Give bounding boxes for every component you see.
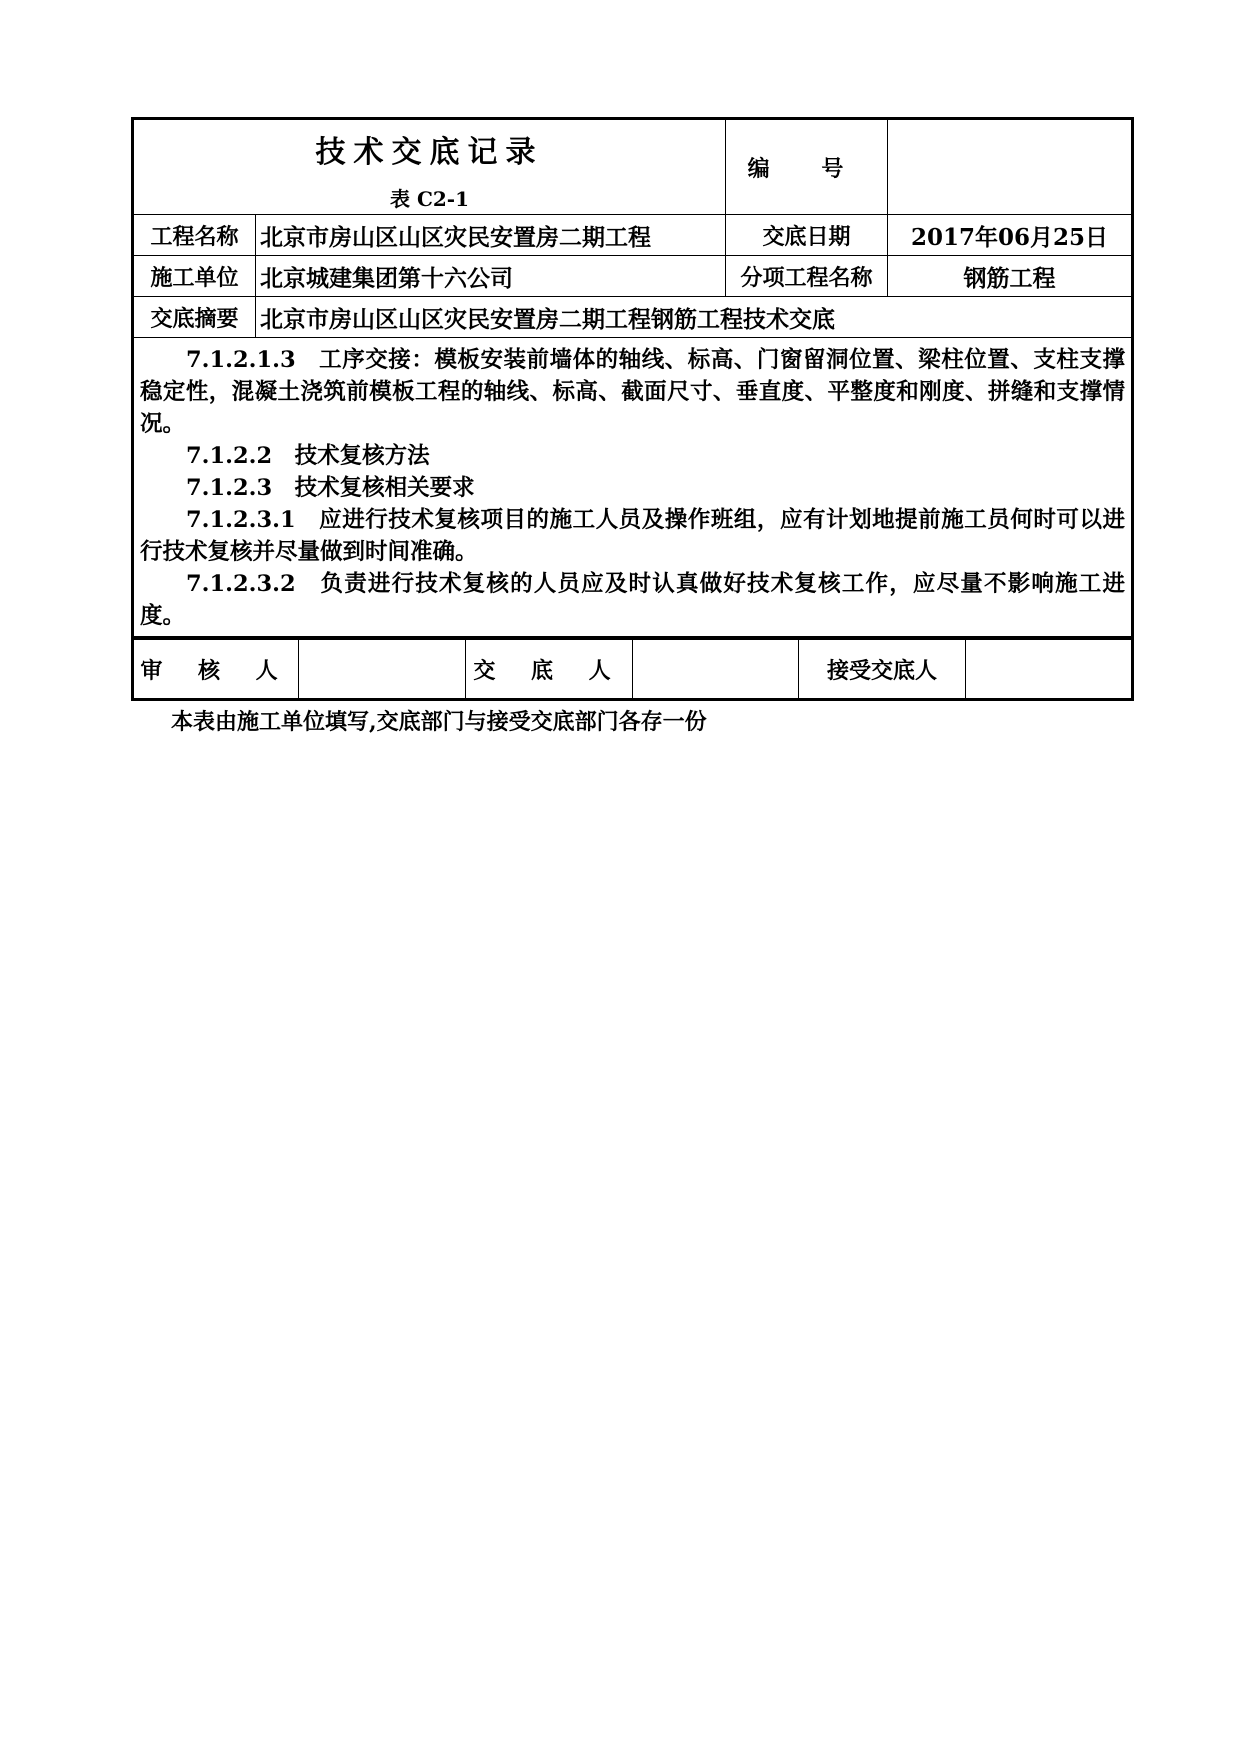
date-label: 交底日期 (726, 215, 888, 256)
content-paragraph: 7.1.2.3.1 应进行技术复核项目的施工人员及操作班组，应有计划地提前施工员何时可以进行技术复核并尽量做到时间准确。 (140, 507, 1125, 565)
number-label: 编 号 (726, 119, 888, 215)
contractor-label: 施工单位 (133, 256, 256, 297)
footer-note: 本表由施工单位填写,交底部门与接受交底部门各存一份 (171, 709, 707, 735)
briefing-content[interactable] (133, 338, 1133, 638)
summary-label: 交底摘要 (133, 297, 256, 338)
page-title: 技术交底记录 (315, 134, 544, 170)
receiver-label: 接受交底人 (799, 640, 966, 700)
content-paragraph: 7.1.2.1.3 工序交接：模板安装前墙体的轴线、标高、门窗留洞位置、梁柱位置、支柱支撑稳定性，混凝土浇筑前模板工程的轴线、标高、截面尺寸、垂直度、平整度和刚度、拼缝和支撑情况。 (140, 347, 1125, 437)
summary-field[interactable]: 北京市房山区山区灾民安置房二期工程钢筋工程技术交底 (256, 297, 1133, 338)
form-table (131, 117, 1134, 639)
technical-briefing-form (131, 117, 1131, 736)
content-paragraph: 7.1.2.2 技术复核方法 (186, 443, 430, 469)
subitem-label: 分项工程名称 (726, 256, 888, 297)
project-name-label: 工程名称 (133, 215, 256, 256)
project-name-field[interactable]: 北京市房山区山区灾民安置房二期工程 (256, 215, 726, 256)
contractor-field[interactable]: 北京城建集团第十六公司 (256, 256, 726, 297)
title-cell (133, 119, 726, 215)
reviewer-label: 审 核 人 (133, 640, 299, 700)
date-field[interactable]: 2017年06月25日 (888, 215, 1133, 256)
content-paragraph: 7.1.2.3 技术复核相关要求 (186, 475, 475, 501)
signature-table (131, 639, 1134, 701)
subitem-field[interactable]: 钢筋工程 (888, 256, 1133, 297)
presenter-label: 交 底 人 (466, 640, 633, 700)
form-code: 表 C2-1 (389, 186, 469, 211)
reviewer-signature-field[interactable] (299, 640, 466, 700)
presenter-signature-field[interactable] (633, 640, 799, 700)
number-field[interactable] (888, 119, 1133, 215)
content-paragraph: 7.1.2.3.2 负责进行技术复核的人员应及时认真做好技术复核工作，应尽量不影响施工进度。 (140, 571, 1125, 629)
receiver-signature-field[interactable] (966, 640, 1133, 700)
